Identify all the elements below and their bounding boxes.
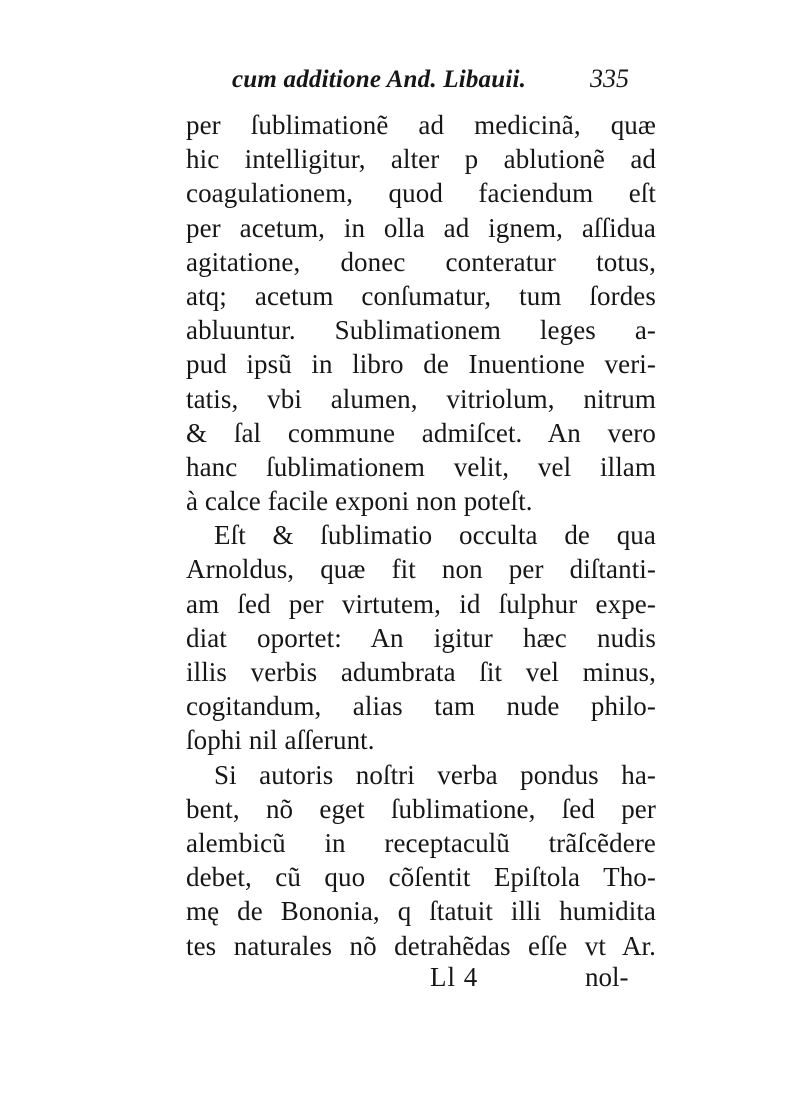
text-line: pud ipsũ in libro de Inuentione veri- — [186, 349, 656, 380]
text-line: agitatione, donec conteratur totus, — [186, 246, 656, 277]
text-line: tes naturales nõ detrahẽdas eſſe vt Ar. — [186, 930, 656, 961]
text-line: abluuntur. Sublimationem leges a- — [186, 315, 656, 346]
page-number: 335 — [590, 64, 629, 93]
text-line: tatis, vbi alumen, vitriolum, nitrum — [186, 383, 656, 414]
text-line: coagulationem, quod faciendum eſt — [186, 178, 656, 209]
text-line: ſophi nil aſſerunt. — [186, 725, 375, 756]
text-line: Arnoldus, quæ fit non per diſtanti- — [186, 554, 656, 585]
text-line: hic intelligitur, alter p ablutionẽ ad — [186, 144, 656, 175]
running-title: cum additione And. Libauii. — [232, 66, 527, 93]
text-line: mę de Bononia, q ſtatuit illi humidita — [186, 896, 656, 927]
text-line: cogitandum, alias tam nude philo- — [186, 691, 656, 722]
text-line: per acetum, in olla ad ignem, aſſidua — [186, 212, 656, 243]
text-line: à calce facile exponi non poteſt. — [186, 486, 533, 517]
body-text — [186, 108, 656, 963]
text-line: bent, nõ eget ſublimatione, ſed per — [186, 793, 656, 824]
text-line: & ſal commune admiſcet. An vero — [186, 417, 656, 448]
text-line: debet, cũ quo cõſentit Epiſtola Tho- — [186, 862, 656, 893]
signature-mark: Ll 4 — [430, 962, 479, 992]
text-line: diat oportet: An igitur hæc nudis — [186, 622, 656, 653]
text-line: per ſublimationẽ ad medicinã, quæ — [186, 110, 656, 140]
text-line: Eſt & ſublimatio occulta de qua — [214, 520, 656, 551]
text-line: alembicũ in receptaculũ trãſcẽdere — [186, 827, 656, 858]
catchword: nol- — [585, 962, 629, 992]
text-line: hanc ſublimationem velit, vel illam — [186, 451, 656, 482]
text-line: illis verbis adumbrata ſit vel minus, — [186, 657, 656, 687]
text-line: atq; acetum conſumatur, tum ſordes — [186, 280, 656, 311]
text-line: Si autoris noſtri verba pondus ha- — [214, 759, 656, 790]
text-line: am ſed per virtutem, id ſulphur expe- — [186, 588, 656, 619]
